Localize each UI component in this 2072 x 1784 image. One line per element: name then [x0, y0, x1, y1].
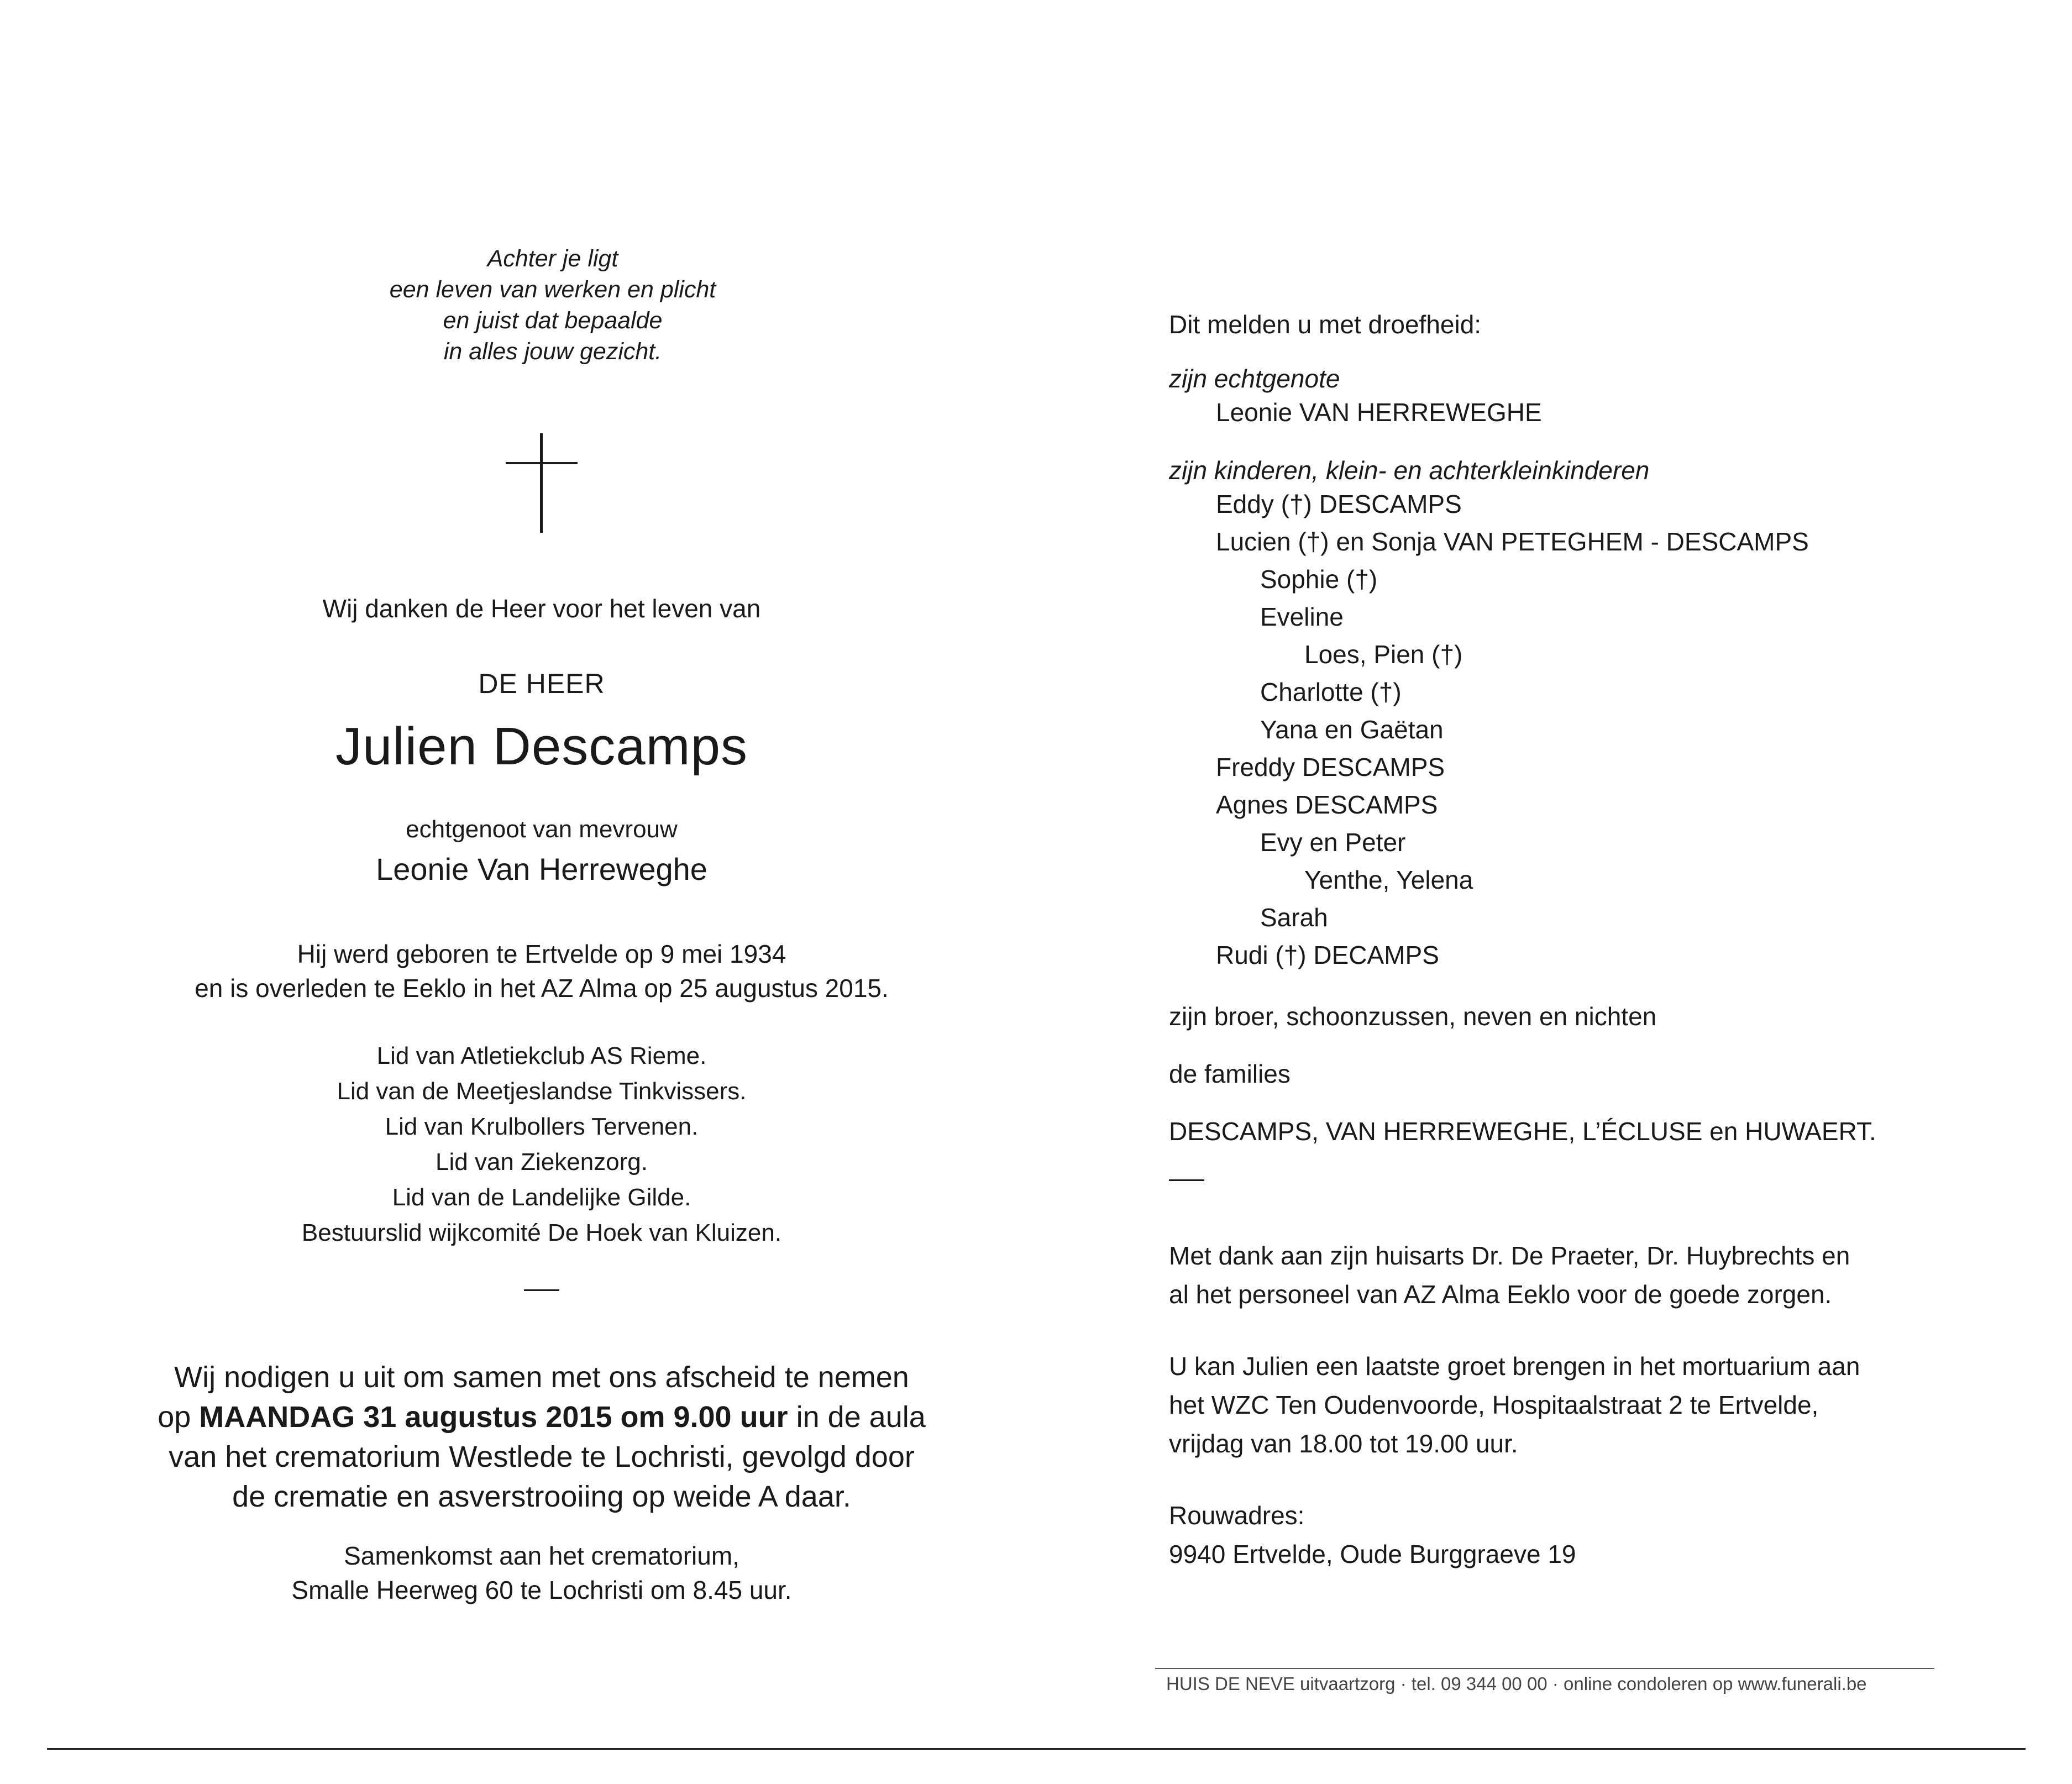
- spouse-label: echtgenoot van mevrouw: [406, 816, 678, 843]
- family-member: Rudi (†) DECAMPS: [1216, 941, 1439, 969]
- families-list: DESCAMPS, VAN HERREWEGHE, L’ÉCLUSE en HUWAERT.: [1169, 1117, 1876, 1146]
- meeting-line: Samenkomst aan het crematorium,: [344, 1541, 739, 1570]
- announcement-intro: Dit melden u met droefheid:: [1169, 310, 1482, 339]
- divider: [1169, 1179, 1204, 1181]
- thanks-line: Met dank aan zijn huisarts Dr. De Praeter, Dr. Huybrechts en: [1169, 1241, 1850, 1270]
- poem-line: en juist dat bepaalde: [443, 307, 663, 334]
- visit-line: het WZC Ten Oudenvoorde, Hospitaalstraat 2 te Ertvelde,: [1169, 1391, 1819, 1419]
- ceremony-date: MAANDAG 31 augustus 2015 om 9.00 uur: [199, 1400, 788, 1434]
- thanks-line: al het personeel van AZ Alma Eeklo voor de goede zorgen.: [1169, 1280, 1832, 1309]
- visit-line: vrijdag van 18.00 tot 19.00 uur.: [1169, 1429, 1518, 1458]
- spouse-name: Leonie Van Herreweghe: [376, 852, 707, 886]
- family-member: Yana en Gaëtan: [1260, 715, 1444, 744]
- address-label: Rouwadres:: [1169, 1501, 1305, 1530]
- poem-line: Achter je ligt: [487, 245, 618, 272]
- membership-item: Lid van Atletiekclub AS Rieme.: [376, 1042, 707, 1069]
- bottom-rule: [47, 1748, 2026, 1750]
- memberships-list: [133, 1038, 951, 1251]
- family-member: Loes, Pien (†): [1304, 640, 1463, 669]
- poem-line: een leven van werken en plicht: [389, 276, 716, 303]
- family-member: Agnes DESCAMPS: [1216, 790, 1438, 819]
- deceased-name: Julien Descamps: [335, 717, 748, 776]
- left-panel: [133, 243, 951, 1607]
- thanks-paragraph: [1169, 1236, 1981, 1314]
- meeting-info: [133, 1539, 951, 1607]
- birth-death-info: [133, 937, 951, 1005]
- meeting-line: Smalle Heerweg 60 te Lochristi om 8.45 uur.: [291, 1576, 792, 1604]
- membership-item: Lid van Krulbollers Tervenen.: [385, 1113, 699, 1140]
- family-member: Evy en Peter: [1260, 828, 1406, 857]
- membership-item: Lid van de Meetjeslandse Tinkvissers.: [337, 1078, 747, 1105]
- family-member: Sarah: [1260, 903, 1328, 932]
- poem: [155, 243, 951, 367]
- cross-icon: [506, 433, 578, 533]
- birth-line: Hij werd geboren te Ertvelde op 9 mei 1934: [297, 940, 786, 968]
- invitation-line: Wij nodigen u uit om samen met ons afscheid te nemen: [174, 1361, 909, 1394]
- visit-paragraph: [1169, 1347, 1981, 1463]
- membership-item: Lid van de Landelijke Gilde.: [392, 1184, 691, 1211]
- divider: [524, 1289, 559, 1291]
- funeral-home-footer: HUIS DE NEVE uitvaartzorg · tel. 09 344 00 00 · online condoleren op www.funerali.be: [1166, 1673, 1867, 1694]
- family-member: Charlotte (†): [1260, 678, 1402, 706]
- invitation-line: de crematie en asverstrooiing op weide A daar.: [232, 1480, 851, 1513]
- membership-item: Bestuurslid wijkcomité De Hoek van Kluizen.: [301, 1219, 782, 1246]
- visit-line: U kan Julien een laatste groet brengen in het mortuarium aan: [1169, 1352, 1860, 1381]
- address-block: [1169, 1496, 1981, 1573]
- family-member: Yenthe, Yelena: [1304, 865, 1473, 894]
- family-member: Freddy DESCAMPS: [1216, 753, 1445, 781]
- spouse-relation-label: zijn echtgenote: [1169, 364, 1340, 393]
- family-member: Sophie (†): [1260, 565, 1378, 594]
- spouse-entry: Leonie VAN HERREWEGHE: [1216, 398, 1542, 427]
- children-relation-label: zijn kinderen, klein- en achterkleinkinderen: [1169, 456, 1650, 485]
- membership-item: Lid van Ziekenzorg.: [436, 1148, 648, 1176]
- siblings-line: zijn broer, schoonzussen, neven en nichten: [1169, 1002, 1657, 1031]
- mourning-address: 9940 Ertvelde, Oude Burggraeve 19: [1169, 1540, 1576, 1568]
- invitation: [133, 1357, 951, 1517]
- families-label: de families: [1169, 1059, 1291, 1088]
- right-panel: [1169, 309, 1981, 1573]
- invitation-line: van het crematorium Westlede te Lochristi, gevolgd door: [169, 1440, 915, 1473]
- death-line: en is overleden te Eeklo in het AZ Alma op 25 augustus 2015.: [195, 974, 889, 1003]
- poem-line: in alles jouw gezicht.: [443, 338, 662, 365]
- family-member: Eddy (†) DESCAMPS: [1216, 490, 1462, 518]
- family-member: Eveline: [1260, 602, 1344, 631]
- invitation-line: op MAANDAG 31 augustus 2015 om 9.00 uur in de aula: [158, 1400, 926, 1434]
- children-list: [1169, 485, 1981, 974]
- family-member: Lucien (†) en Sonja VAN PETEGHEM - DESCAMPS: [1216, 527, 1809, 556]
- thanks-line: Wij danken de Heer voor het leven van: [322, 594, 761, 623]
- footer-rule: [1155, 1668, 1934, 1669]
- honorific-title: DE HEER: [478, 668, 605, 699]
